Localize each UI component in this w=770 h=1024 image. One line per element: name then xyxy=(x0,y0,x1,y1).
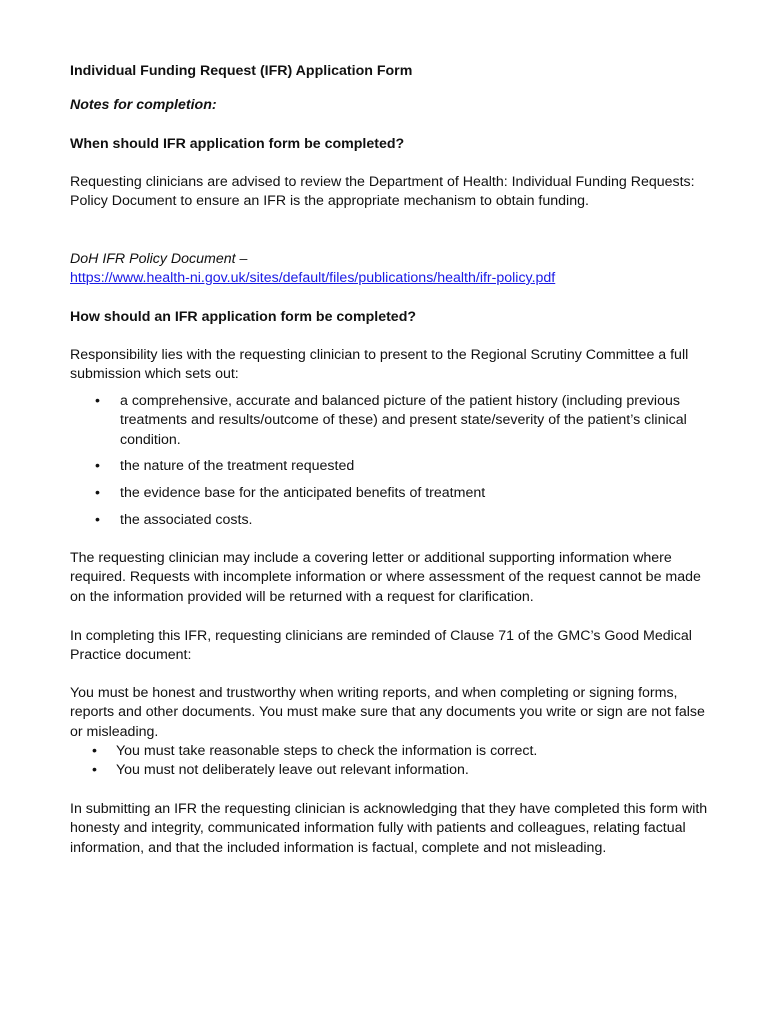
gmc-clause-bullet-list xyxy=(70,742,710,781)
policy-document-link[interactable]: https://www.health-ni.gov.uk/sites/default/files/publications/health/ifr-policy.pdf xyxy=(70,270,556,286)
covering-letter-paragraph: The requesting clinician may include a covering letter or additional supporting information where required. Requests with incomplete information or where assessment of the request cannot be made on the information provided will be returned with a request for clarification. xyxy=(70,550,701,605)
section-heading-how: How should an IFR application form be completed? xyxy=(70,309,417,325)
list-item: • the evidence base for the anticipated benefits of treatment xyxy=(70,484,710,503)
acknowledgement-paragraph: In submitting an IFR the requesting clinician is acknowledging that they have completed this form with honesty and integrity, communicated information fully with patients and colleagues, relating factual information, and that the included information is factual, complete and not misleading. xyxy=(70,801,708,856)
policy-document-label: DoH IFR Policy Document – xyxy=(70,251,248,267)
notes-heading: Notes for completion: xyxy=(70,97,217,113)
section1-paragraph: Requesting clinicians are advised to review the Department of Health: Individual Funding Requests: Policy Document to ensure an IFR is the appropriate mechanism to obtain funding. xyxy=(70,174,695,210)
list-item: • the nature of the treatment requested xyxy=(70,457,710,476)
list-item: • the associated costs. xyxy=(70,511,710,530)
gmc-clause-intro: In completing this IFR, requesting clinicians are reminded of Clause 71 of the GMC’s Good Medical Practice document: xyxy=(70,628,692,664)
list-item: • a comprehensive, accurate and balanced picture of the patient history (including previous treatments and results/outcome of these) and present state/severity of the patient’s clinical condition. xyxy=(70,392,710,450)
document-title: Individual Funding Request (IFR) Application Form xyxy=(70,63,413,79)
submission-bullet-list xyxy=(70,392,710,537)
policy-link-line xyxy=(70,269,710,288)
list-item: • You must not deliberately leave out relevant information. xyxy=(70,761,710,780)
list-item: • You must take reasonable steps to check the information is correct. xyxy=(70,742,710,761)
section-heading-when: When should IFR application form be completed? xyxy=(70,136,405,152)
section2-intro: Responsibility lies with the requesting clinician to present to the Regional Scrutiny Committee a full submission which sets out: xyxy=(70,347,689,383)
gmc-clause-text: You must be honest and trustworthy when writing reports, and when completing or signing forms, reports and other documents. You must make sure that any documents you write or sign are not false or misleading. xyxy=(70,685,705,740)
